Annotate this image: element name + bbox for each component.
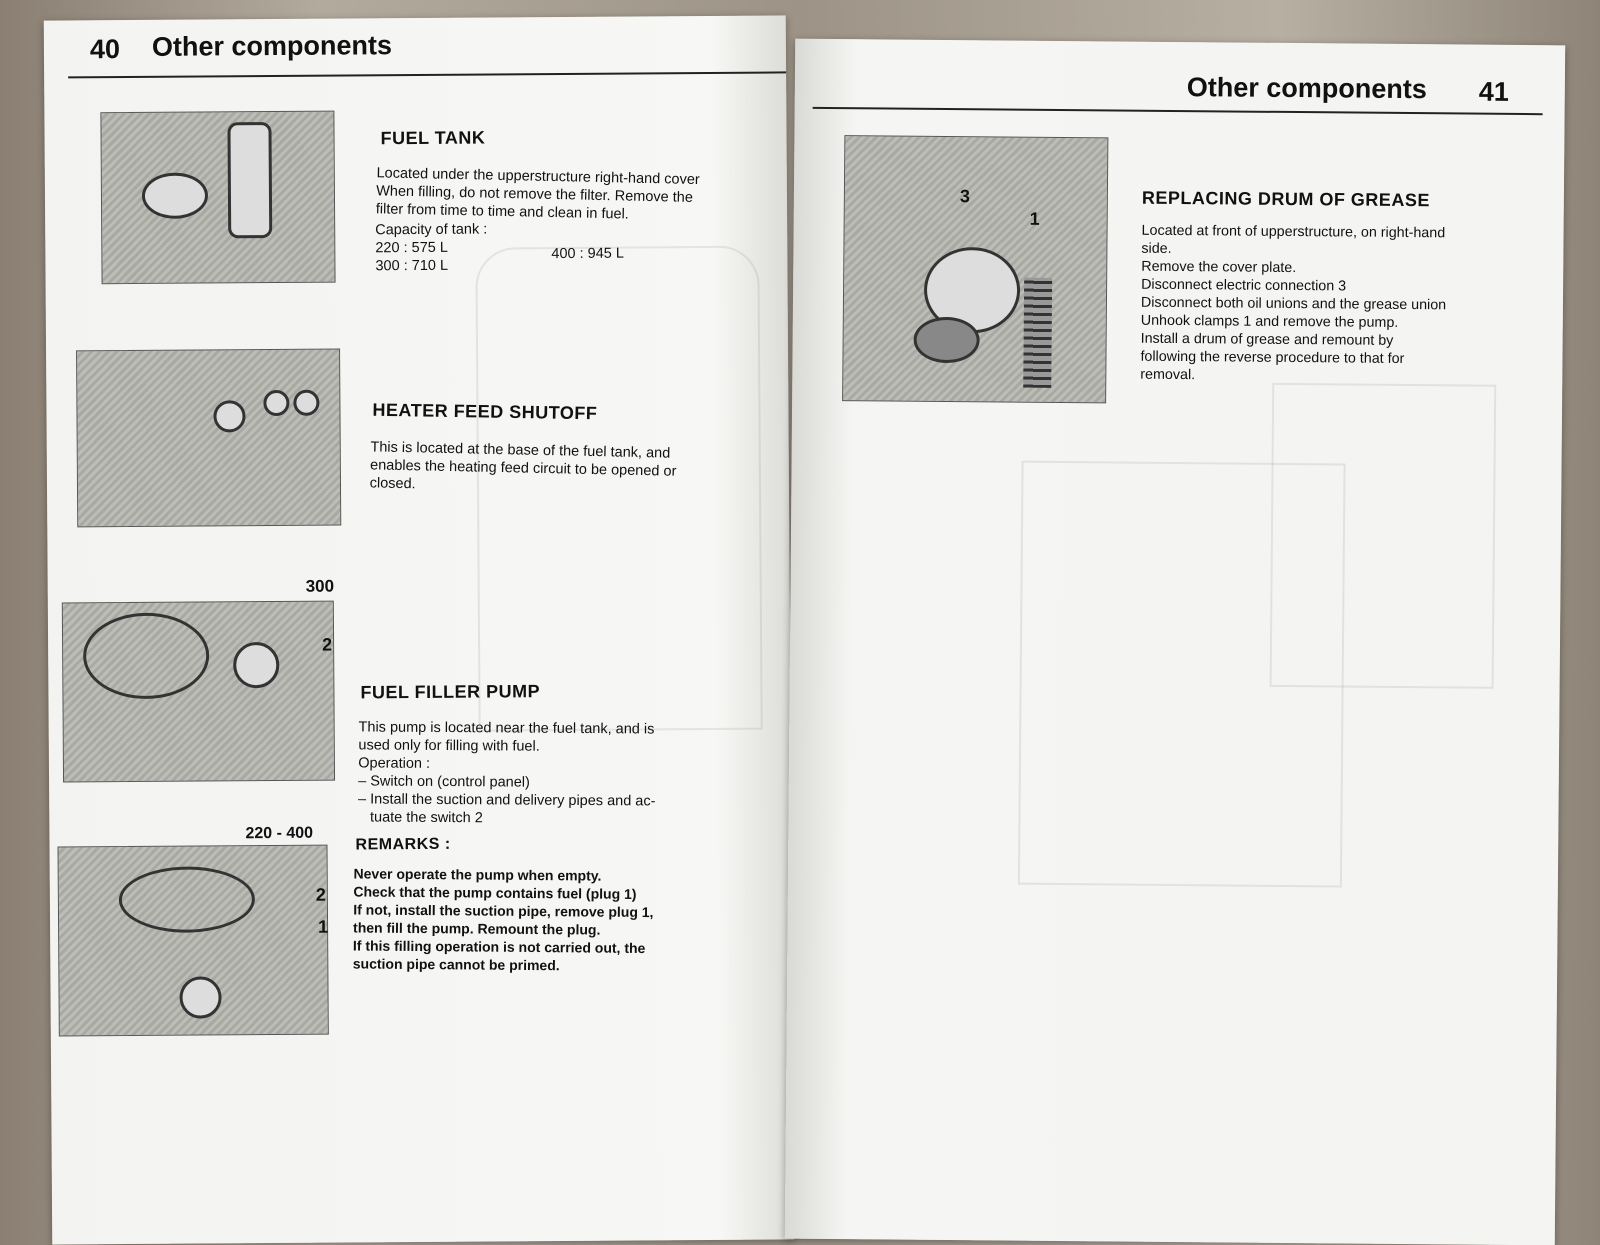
fuel-filler-pump-text [358, 718, 656, 828]
heater-feed-shutoff-heading: HEATER FEED SHUTOFF [372, 399, 598, 424]
text-line: filter from time to time and clean in fuel. [375, 201, 629, 223]
model-220-400-label: 220 - 400 [245, 824, 314, 843]
text-line: following the reverse procedure to that for [1140, 348, 1405, 367]
text-line: closed. [369, 475, 416, 493]
text-line: Located under the upperstructure right-hand cover [376, 165, 700, 189]
text-line: Unhook clamps 1 and remove the pump. [1140, 312, 1399, 331]
text-line: used only for filling with fuel. [358, 737, 540, 755]
text-line: removal. [1140, 366, 1196, 384]
text-line: Located at front of upperstructure, on right-hand [1141, 222, 1446, 242]
header-rule [68, 71, 786, 78]
fuel-tank-illustration [100, 111, 335, 285]
page-number: 41 [1478, 76, 1509, 107]
text-line: When filling, do not remove the filter. Remove the [376, 183, 694, 206]
capacity-label: Capacity of tank : [375, 221, 488, 239]
remarks-heading: REMARKS : [355, 835, 451, 854]
page-header-title: Other components [151, 30, 393, 62]
capacity-220: 220 : 575 L [375, 239, 448, 257]
remarks-text [353, 864, 654, 975]
text-line: Remove the cover plate. [1141, 258, 1297, 277]
callout-2: 2 [322, 634, 333, 655]
replacing-drum-heading: REPLACING DRUM OF GREASE [1141, 187, 1430, 211]
text-line: tuate the switch 2 [357, 809, 483, 827]
heater-feed-shutoff-illustration [76, 349, 341, 528]
text-line: Install a drum of grease and remount by [1140, 330, 1394, 349]
replacing-drum-text [1140, 222, 1447, 387]
capacity-block [375, 221, 487, 276]
text-line: Check that the pump contains fuel (plug 1) [353, 883, 637, 902]
header-rule [813, 107, 1543, 115]
bleed-through-drawing [1270, 383, 1497, 689]
text-line: Disconnect both oil unions and the grease union [1140, 294, 1447, 314]
fuel-filler-pump-300-illustration [62, 601, 335, 783]
text-line: If this filling operation is not carried out, the [352, 937, 646, 957]
text-line: suction pipe cannot be primed. [352, 955, 560, 974]
callout-1: 1 [1029, 208, 1040, 229]
capacity-400: 400 : 945 L [551, 245, 625, 263]
text-line: This pump is located near the fuel tank, and is [358, 719, 655, 738]
text-line: side. [1141, 240, 1172, 257]
fuel-filler-pump-heading: FUEL FILLER PUMP [360, 681, 541, 703]
grease-drum-illustration [842, 135, 1108, 403]
fuel-tank-text [376, 164, 700, 225]
callout-3: 3 [959, 186, 970, 207]
grid-plate [1023, 278, 1052, 388]
text-line: If not, install the suction pipe, remove plug 1, [353, 901, 654, 921]
model-300-label: 300 [305, 576, 335, 596]
text-line: Disconnect electric connection 3 [1141, 276, 1347, 295]
text-line: Operation : [358, 755, 431, 772]
text-line: enables the heating feed circuit to be opened or [369, 457, 677, 480]
callout-1: 1 [317, 916, 329, 937]
text-line: – Switch on (control panel) [358, 773, 530, 791]
text-line: Never operate the pump when empty. [353, 865, 602, 884]
callout-2: 2 [315, 884, 326, 905]
right-page [785, 39, 1565, 1245]
left-page [44, 15, 795, 1244]
fuel-tank-heading: FUEL TANK [380, 127, 486, 149]
fuel-filler-pump-220-400-illustration [58, 845, 329, 1037]
page-header-title: Other components [1186, 72, 1427, 105]
page-number: 40 [89, 34, 121, 65]
text-line: This is located at the base of the fuel tank, and [370, 439, 671, 462]
text-line: – Install the suction and delivery pipes and ac- [357, 791, 656, 810]
text-line: then fill the pump. Remount the plug. [353, 919, 601, 938]
capacity-300: 300 : 710 L [375, 257, 449, 275]
heater-feed-shutoff-text [370, 438, 677, 498]
